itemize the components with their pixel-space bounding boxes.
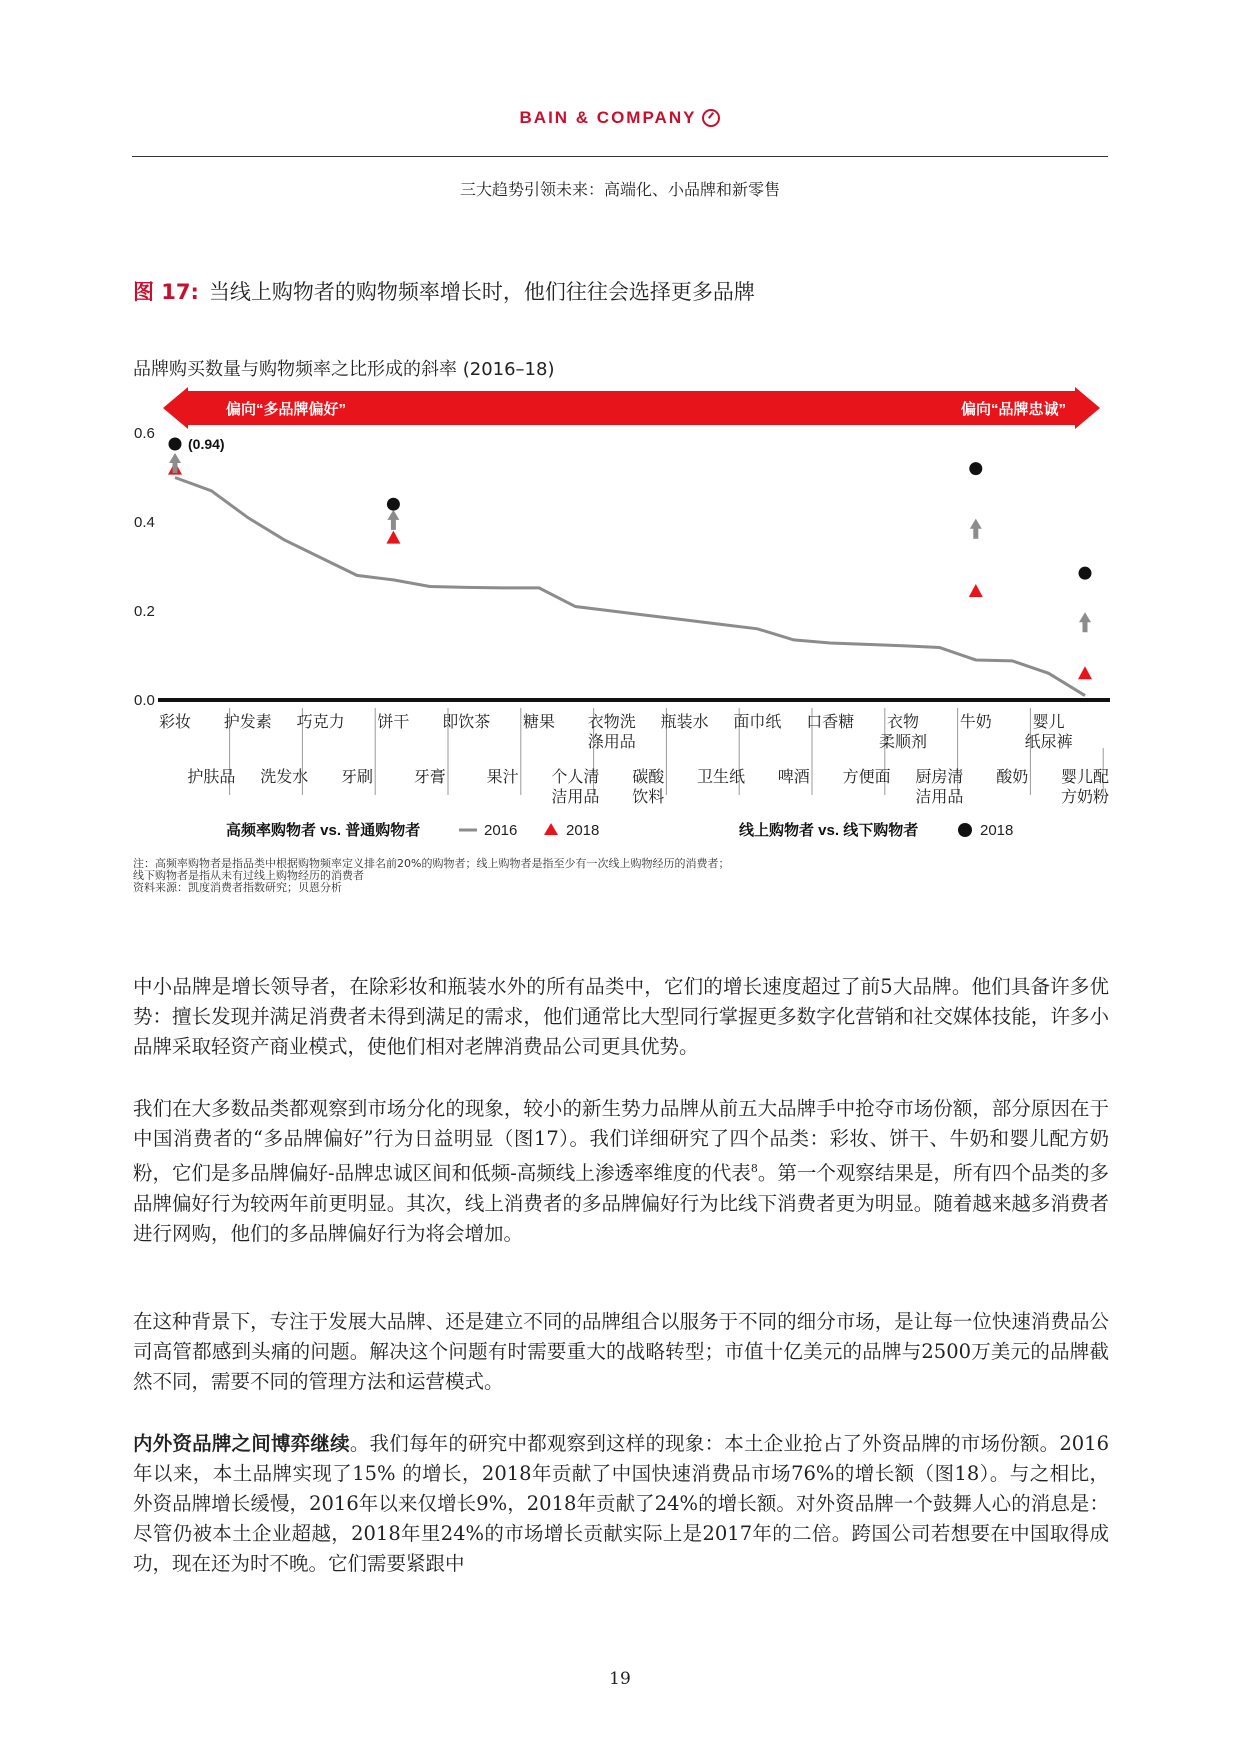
series-2016-line (175, 478, 1085, 696)
paragraph-2-part-2: 。第一个观察结果是，所有四个品类的多品牌偏好行为较两年前更明显。其次，线上消费者的多品牌偏好行为比线下消费者更为明显。随着越来越多消费者进行网购，他们的多品牌偏好行为将会增加。 (133, 1161, 1109, 1245)
chart-notes (133, 858, 729, 894)
change-up-arrow-shaft (1083, 621, 1088, 632)
paragraph-3: 在这种背景下，专注于发展大品牌、还是建立不同的品牌组合以服务于不同的细分市场，是让每一位快速消费品公司高管都感到头痛的问题。解决这个问题有时需要重大的战略转型；市值十亿美元的品牌与2500万美元的品牌截然不同，需要不同的管理方法和运营模式。 (133, 1310, 1109, 1393)
legend-line-label: 2016 (484, 822, 518, 839)
change-up-arrow-icon (1079, 612, 1091, 622)
page-number: 19 (609, 1669, 631, 1689)
paragraph-2-part-1: 我们在大多数品类都观察到市场分化的现象，较小的新生势力品牌从前五大品牌手中抢夺市场份额，部分原因在于中国消费者的“多品牌偏好”行为日益明显（图17）。我们详细研究了四个品类：彩妆、饼干、牛奶和婴儿配方奶粉，它们是多品牌偏好-品牌忠诚区间和低频-高频线上渗透率维度的代表 (133, 1097, 1109, 1185)
category-label-lower: 啤酒 (777, 769, 810, 786)
category-label-upper: 口香糖 (806, 714, 855, 731)
series-2018-triangle-marker (386, 531, 400, 544)
category-label-upper: 衣物洗涤用品 (587, 714, 636, 751)
category-label-upper: 即饮茶 (442, 714, 491, 731)
category-label-lower: 婴儿配方奶粉 (1060, 769, 1110, 806)
paragraph-4-text: 。我们每年的研究中都观察到这样的现象：本土企业抢占了外资品牌的市场份额。2016年以来，本土品牌实现了15% 的增长，2018年贡献了中国快速消费品市场76%的增长额（图18）。与之相比，外资品牌增长缓慢，2016年以来仅增长9%，2018年贡献了24%的增长额。对外资品牌一个鼓舞人心的消息是：尽管仍被本土企业超越，2018年里24%的市场增长贡献实际上是2017年的二倍。跨国公司若想要在中国取得成功，现在还为时不晚。它们需要紧跟中 (133, 1432, 1109, 1575)
category-label-lower: 护肤品 (187, 769, 236, 786)
series-2018-triangle-marker (969, 584, 983, 597)
section-heading-inline: 内外资品牌之间博弈继续 (133, 1432, 350, 1455)
category-label-upper: 婴儿纸尿裤 (1024, 714, 1073, 751)
source-line: 资料来源：凯度消费者指数研究；贝恩分析 (133, 881, 342, 894)
chart-title: 品牌购买数量与购物频率之比形成的斜率 (2016–18) (133, 359, 555, 380)
change-up-arrow-shaft (173, 462, 178, 473)
paragraph-4 (133, 1429, 1109, 1579)
legend-triangle-swatch (544, 823, 558, 835)
figure-label: 图 17: (133, 280, 199, 304)
off-scale-value-label: (0.94) (188, 436, 225, 452)
category-label-upper: 面巾纸 (733, 714, 782, 731)
change-up-arrow-icon (387, 510, 399, 520)
note-line-1: 注：高频率购物者是指品类中根据购物频率定义排名前20%的购物者；线上购物者是指至少有一次线上购物经历的消费者； (133, 857, 730, 870)
legend-group2-label: 线上购物者 vs. 线下购物者 (739, 822, 919, 839)
category-label-lower: 果汁 (486, 769, 519, 786)
category-label-lower: 牙刷 (340, 769, 374, 786)
category-label-upper: 彩妆 (158, 714, 192, 731)
note-line-2: 线下购物者是指从未有过线上购物经历的消费者 (133, 869, 364, 882)
category-label-lower: 洗发水 (260, 769, 309, 786)
category-label-lower: 碳酸饮料 (632, 769, 665, 806)
category-label-upper: 巧克力 (296, 714, 345, 731)
category-label-lower: 方便面 (842, 769, 891, 786)
slope-chart (0, 0, 1240, 850)
series-2018-circle-marker (969, 462, 982, 475)
paragraph-1: 中小品牌是增长领导者，在除彩妆和瓶装水外的所有品类中，它们的增长速度超过了前5大品牌。他们具备许多优势：擅长发现并满足消费者未得到满足的需求，他们通常比大型同行掌握更多数字化营销和社交媒体技能，许多小品牌采取轻资产商业模式，使他们相对老牌消费品公司更具优势。 (133, 975, 1109, 1058)
series-2018-triangle-marker (1078, 666, 1092, 679)
category-label-lower: 卫生纸 (696, 769, 746, 786)
y-tick-label: 0.0 (134, 692, 155, 709)
change-up-arrow-shaft (391, 519, 396, 530)
category-label-upper: 瓶装水 (660, 714, 709, 731)
series-2018-circle-marker (1079, 567, 1092, 580)
legend-circle-label: 2018 (980, 822, 1014, 839)
y-tick-label: 0.4 (134, 514, 155, 531)
category-label-upper: 糖果 (522, 714, 556, 731)
report-subtitle: 三大趋势引领未来：高端化、小品牌和新零售 (459, 180, 780, 199)
paragraph-2 (133, 1094, 1109, 1249)
change-up-arrow-icon (970, 519, 982, 529)
arrow-left-label: 偏向“多品牌偏好” (226, 401, 347, 418)
y-tick-label: 0.2 (134, 603, 155, 620)
series-2018-circle-marker (387, 498, 400, 511)
figure-caption: 当线上购物者的购物频率增长时，他们往往会选择更多品牌 (208, 280, 755, 304)
category-label-upper: 饼干 (377, 714, 410, 731)
legend-circle-swatch (958, 823, 972, 837)
change-up-arrow-shaft (973, 528, 978, 539)
arrow-right-label: 偏向“品牌忠诚” (960, 401, 1066, 418)
category-label-lower: 酸奶 (996, 769, 1029, 786)
y-tick-label: 0.6 (134, 425, 155, 442)
legend-group1-label: 高频率购物者 vs. 普通购物者 (226, 822, 421, 839)
category-label-upper: 牛奶 (959, 714, 992, 731)
category-label-upper: 衣物柔顺剂 (878, 714, 928, 751)
legend-triangle-label: 2018 (566, 822, 600, 839)
category-label-lower: 个人清洁用品 (551, 769, 600, 806)
category-label-lower: 牙膏 (413, 769, 446, 786)
category-label-lower: 厨房清洁用品 (915, 769, 964, 806)
category-label-upper: 护发素 (223, 714, 272, 731)
brand-name: BAIN & COMPANY (519, 108, 697, 127)
change-up-arrow-icon (169, 453, 181, 463)
footnote-ref: 8 (750, 1162, 758, 1175)
series-2018-circle-marker (169, 438, 182, 451)
